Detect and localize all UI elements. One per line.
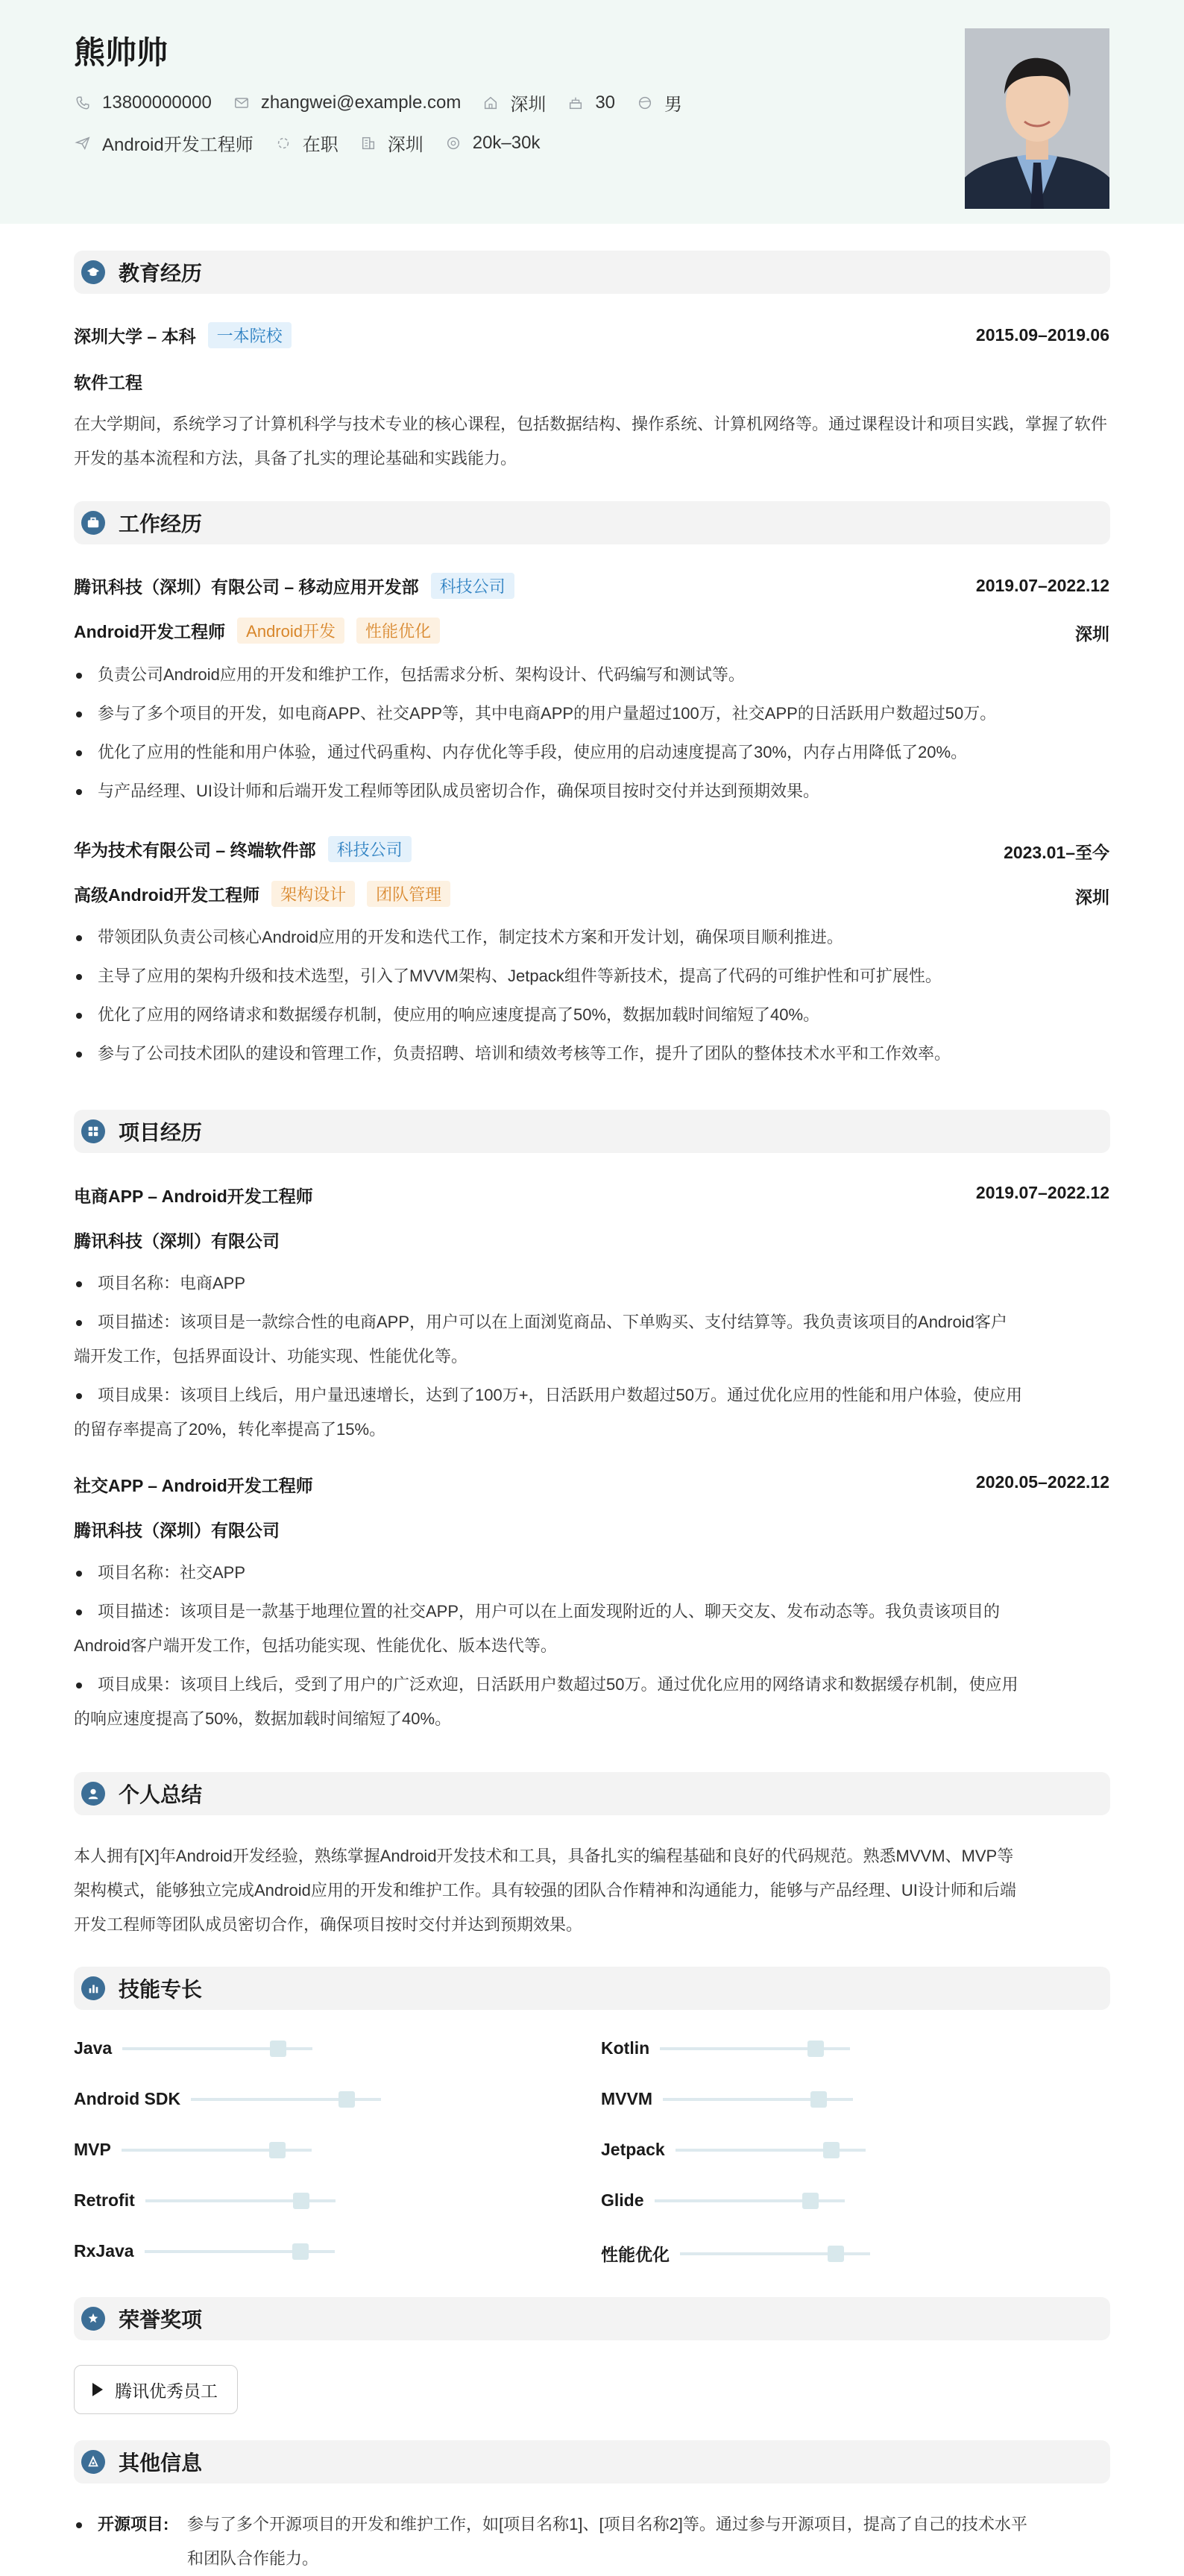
work-role: Android开发工程师 Android开发 性能优化 <box>74 618 440 644</box>
summary-section-header <box>74 1772 1110 1815</box>
skill-item <box>601 2089 853 2109</box>
contact-row <box>74 89 703 116</box>
skill-item <box>74 2089 381 2109</box>
skill-level-handle <box>810 2091 827 2108</box>
list-item: 带领团队负责公司核心Android应用的开发和迭代工作，制定技术方案和开发计划，确保项目顺利推进。 <box>74 920 1110 955</box>
skill-name: RxJava <box>74 2241 134 2261</box>
phone-icon <box>74 94 92 112</box>
work-company: 腾讯科技（深圳）有限公司 – 移动应用开发部 科技公司 <box>74 573 514 599</box>
skill-tag: 架构设计 <box>271 881 355 907</box>
section-title: 工作经历 <box>119 512 203 535</box>
candidate-name: 熊帅帅 <box>74 35 169 70</box>
skill-item <box>74 2140 312 2160</box>
salary-info: 20k–30k <box>444 133 541 154</box>
section-title: 个人总结 <box>119 1783 203 1806</box>
other-section-header <box>74 2440 1110 2484</box>
skill-level-bar <box>145 2250 335 2253</box>
skill-level-handle <box>802 2193 819 2209</box>
skill-tag: 团队管理 <box>367 881 450 907</box>
mail-icon <box>233 94 251 112</box>
work-city: 深圳 <box>1075 888 1109 907</box>
skill-level-bar <box>660 2047 850 2050</box>
send-icon <box>74 134 92 152</box>
position-info: Android开发工程师 <box>74 130 254 156</box>
skill-item <box>601 2190 845 2211</box>
project-company: 腾讯科技（深圳）有限公司 <box>74 1231 280 1251</box>
project-title: 电商APP – Android开发工程师 <box>74 1187 313 1206</box>
skill-level-bar <box>676 2149 866 2152</box>
skill-name: Java <box>74 2038 113 2058</box>
list-item: 项目描述：该项目是一款基于地理位置的社交APP，用户可以在上面发现附近的人、聊天交友、发布动态等。我负责该项目的 <box>74 1595 1110 1629</box>
list-item: 与产品经理、UI设计师和后端开发工程师等团队成员密切合作，确保项目按时交付并达到预期效果。 <box>74 774 1110 808</box>
job-intent-row <box>74 130 561 156</box>
list-item: 参与了公司技术团队的建设和管理工作，负责招聘、培训和绩效考核等工作，提升了团队的整体技术水平和工作效率。 <box>74 1037 1110 1071</box>
skill-level-handle <box>269 2142 286 2158</box>
skill-level-bar <box>191 2098 381 2101</box>
skill-name: Retrofit <box>74 2190 135 2210</box>
skill-item <box>601 2241 870 2266</box>
list-item: 项目成果：该项目上线后，受到了用户的广泛欢迎，日活跃用户数超过50万。通过优化应用的网络请求和数据缓存机制，使应用 <box>74 1668 1110 1702</box>
education-major: 软件工程 <box>74 373 142 392</box>
skill-item <box>601 2140 866 2160</box>
projects-section-header <box>74 1110 1110 1153</box>
skill-level-bar <box>145 2199 336 2202</box>
list-item <box>74 2507 1110 2576</box>
project-company: 腾讯科技（深圳）有限公司 <box>74 1521 280 1540</box>
skill-name: Jetpack <box>601 2140 665 2159</box>
skill-name: Android SDK <box>74 2089 181 2108</box>
company-type-badge: 科技公司 <box>328 836 412 862</box>
status-info: 在职 <box>274 130 338 156</box>
work-date: 2019.07–2022.12 <box>975 576 1109 595</box>
education-school: 深圳大学 – 本科 一本院校 <box>74 322 292 348</box>
list-item: 优化了应用的网络请求和数据缓存机制，使应用的响应速度提高了50%，数据加载时间缩短了40%。 <box>74 998 1110 1032</box>
gender-info: 男 <box>636 89 682 116</box>
skills-section-header <box>74 1967 1110 2010</box>
summary-line: 架构模式，能够独立完成Android应用的开发和维护工作。具有较强的团队合作精神和沟通能力，能够与产品经理、UI设计师和后端 <box>74 1881 1016 1900</box>
list-item-continuation: 端开发工作，包括界面设计、功能实现、性能优化等。 <box>74 1347 468 1366</box>
section-title: 项目经历 <box>119 1121 203 1144</box>
list-item-continuation: 的留存率提高了20%，转化率提高了15%。 <box>74 1420 386 1439</box>
school-tier-badge: 一本院校 <box>208 322 292 348</box>
list-item: 项目成果：该项目上线后，用户量迅速增长，达到了100万+，日活跃用户数超过50万。通过优化应用的性能和用户体验，使应用 <box>74 1378 1110 1413</box>
skill-name: MVP <box>74 2140 111 2159</box>
user-icon <box>81 1782 105 1806</box>
skill-level-bar <box>122 2149 312 2152</box>
section-title: 技能专长 <box>119 1978 203 2001</box>
list-item: 项目名称：电商APP <box>74 1266 1110 1301</box>
skill-level-handle <box>292 2243 309 2260</box>
skill-level-bar <box>122 2047 312 2050</box>
list-item: 负责公司Android应用的开发和维护工作，包括需求分析、架构设计、代码编写和测试等。 <box>74 658 1110 692</box>
section-title: 荣誉奖项 <box>119 2308 203 2331</box>
skill-level-bar <box>663 2098 853 2101</box>
skill-name: Glide <box>601 2190 644 2210</box>
skill-level-handle <box>823 2142 840 2158</box>
other-text-line: 和团队合作能力。 <box>187 2549 319 2568</box>
summary-line: 开发工程师等团队成员密切合作，确保项目按时交付并达到预期效果。 <box>74 1915 583 1934</box>
profile-photo <box>965 28 1109 209</box>
skill-name: 性能优化 <box>601 2245 670 2264</box>
skill-tag: 性能优化 <box>356 618 440 644</box>
skill-level-bar <box>680 2252 870 2255</box>
skill-level-bar <box>655 2199 845 2202</box>
other-text-line: 参与了多个开源项目的开发和维护工作，如[项目名称1]、[项目名称2]等。通过参与开源项目，提高了自己的技术水平 <box>187 2515 1027 2533</box>
phone-info: 13800000000 <box>74 92 212 113</box>
skill-tag: Android开发 <box>237 618 344 644</box>
section-title: 教育经历 <box>119 262 203 285</box>
skill-item <box>601 2038 850 2058</box>
play-icon <box>92 2383 103 2396</box>
project-date: 2020.05–2022.12 <box>975 1472 1109 1492</box>
resume-header <box>0 0 1184 224</box>
list-item: 项目描述：该项目是一款综合性的电商APP，用户可以在上面浏览商品、下单购买、支付结算等。我负责该项目的Android客户 <box>74 1305 1110 1339</box>
bar-chart-icon <box>81 1976 105 2000</box>
other-label: 开源项目: <box>98 2515 169 2533</box>
graduation-cap-icon <box>81 260 105 284</box>
work-role: 高级Android开发工程师 架构设计 团队管理 <box>74 881 450 907</box>
company-type-badge: 科技公司 <box>431 573 514 599</box>
age-info: 30 <box>567 92 615 113</box>
list-item: 参与了多个项目的开发，如电商APP、社交APP等，其中电商APP的用户量超过100万，社交APP的日活跃用户数超过50万。 <box>74 697 1110 731</box>
section-title: 其他信息 <box>119 2451 203 2475</box>
skill-item <box>74 2038 312 2058</box>
summary-line: 本人拥有[X]年Android开发经验，熟练掌握Android开发技术和工具，具备扎实的编程基础和良好的代码规范。熟悉MVVM、MVP等 <box>74 1847 1014 1865</box>
skill-level-handle <box>807 2041 824 2057</box>
skill-level-handle <box>338 2091 355 2108</box>
education-date: 2015.09–2019.06 <box>975 325 1109 345</box>
project-date: 2019.07–2022.12 <box>975 1183 1109 1202</box>
skill-item <box>74 2190 336 2211</box>
email-info: zhangwei@example.com <box>233 92 462 113</box>
skill-name: Kotlin <box>601 2038 650 2058</box>
skill-level-handle <box>270 2041 286 2057</box>
list-item-continuation: Android客户端开发工作，包括功能实现、性能优化、版本迭代等。 <box>74 1636 557 1655</box>
skill-level-handle <box>293 2193 309 2209</box>
location-info: 深圳 <box>482 89 546 116</box>
awards-section-header <box>74 2297 1110 2340</box>
skill-level-handle <box>828 2246 844 2262</box>
building-icon <box>359 134 377 152</box>
home-icon <box>482 94 500 112</box>
award-icon <box>81 2307 105 2331</box>
grid-icon <box>81 1119 105 1143</box>
info-icon <box>81 2450 105 2474</box>
work-company: 华为技术有限公司 – 终端软件部 科技公司 <box>74 836 412 862</box>
skill-item <box>74 2241 335 2261</box>
work-date: 2023.01–至今 <box>1004 843 1109 862</box>
education-description: 在大学期间，系统学习了计算机科学与技术专业的核心课程，包括数据结构、操作系统、计算机网络等。通过课程设计和项目实践，掌握了软件开发的基本流程和方法，具备了扎实的理论基础和实践能力。 <box>74 415 1108 468</box>
list-item: 项目名称：社交APP <box>74 1556 1110 1590</box>
city-info: 深圳 <box>359 130 423 156</box>
status-icon <box>274 134 292 152</box>
age-icon <box>567 94 585 112</box>
briefcase-icon <box>81 511 105 535</box>
list-item: 主导了应用的架构升级和技术选型，引入了MVVM架构、Jetpack组件等新技术，提高了代码的可维护性和可扩展性。 <box>74 959 1110 993</box>
skill-name: MVVM <box>601 2089 652 2108</box>
salary-icon <box>444 134 462 152</box>
gender-icon <box>636 94 654 112</box>
work-section-header <box>74 501 1110 544</box>
list-item: 优化了应用的性能和用户体验，通过代码重构、内存优化等手段，使应用的启动速度提高了30%，内存占用降低了20%。 <box>74 735 1110 770</box>
list-item-continuation: 的响应速度提高了50%，数据加载时间缩短了40%。 <box>74 1709 452 1728</box>
education-section-header <box>74 251 1110 294</box>
project-title: 社交APP – Android开发工程师 <box>74 1476 313 1495</box>
work-city: 深圳 <box>1075 624 1109 644</box>
award-item[interactable]: 腾讯优秀员工 <box>74 2365 238 2414</box>
